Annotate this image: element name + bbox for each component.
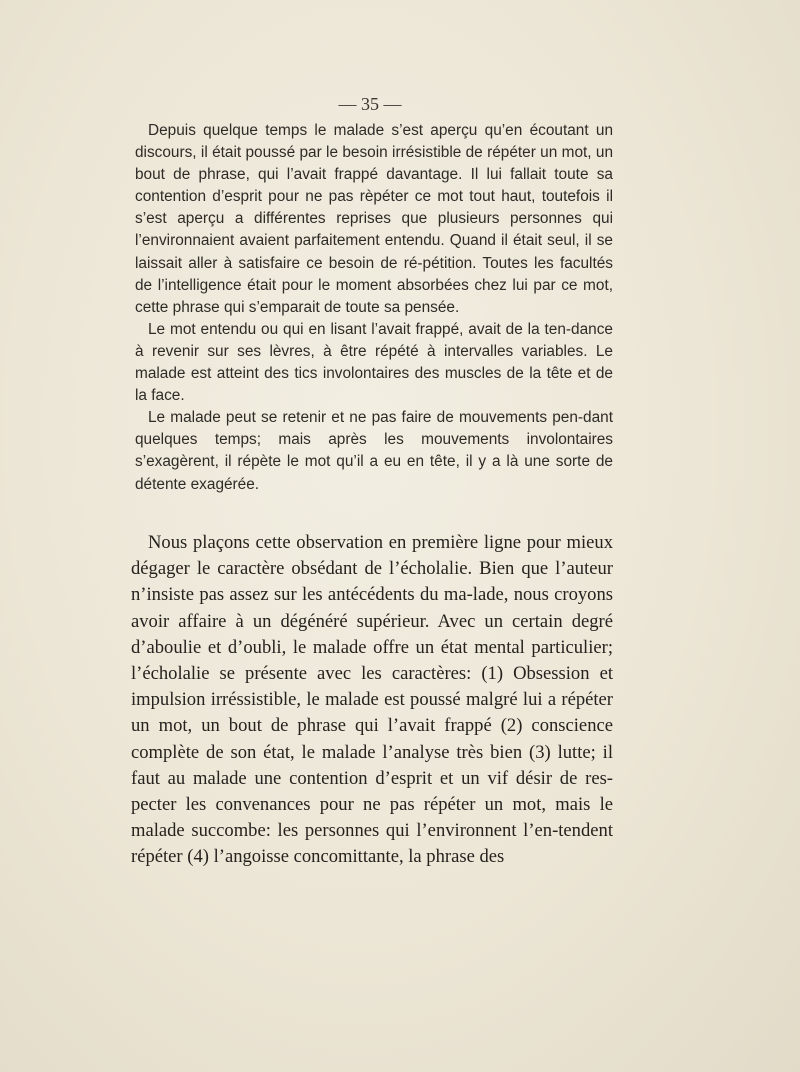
case-observation-text: [135, 120, 613, 496]
page-number: — 35 —: [338, 94, 402, 114]
quote-paragraph-1: Depuis quelque temps le malade s’est aperçu qu’en écoutant un discours, il était poussé par le besoin irrésistible de répéter un mot, un bout de phrase, qui l’avait frappé davantage. Il lui fallait toute sa contention d’esprit pour ne pas rèpéter ce mot tout haut, toutefois il s’est aperçu a différentes reprises que plusieurs personnes qui l’environnaient avaient parfaitement entendu. Quand il était seul, il se laissait aller à satisfaire ce besoin de ré-pétition. Toutes les facultés de l’intelligence était pour le moment absorbées chez lui par ce mot, cette phrase qui s’emparait de toute sa pensée.: [135, 122, 613, 316]
commentary-paragraph: Nous plaçons cette observation en première ligne pour mieux dégager le caractère obsédant de l’écholalie. Bien que l’auteur n’insiste pas assez sur les antécédents du ma-lade, nous croyons avoir affaire à un dégénéré supérieur. Avec un certain degré d’aboulie et d’oubli, le malade offre un état mental particulier; l’écholalie se présente avec les caractères: (1) Obsession et impulsion irréssistible, le malade est poussé malgré lui a répéter un mot, un bout de phrase qui l’avait frappé (2) conscience complète de son état, le malade l’analyse très bien (3) lutte; il faut au malade une contention d’esprit et un vif désir de res-pecter les convenances pour ne pas répéter un mot, mais le malade succombe: les personnes qui l’environnent l’en-tendent répéter (4) l’angoisse concomittante, la phrase des: [131, 532, 613, 868]
quote-paragraph-2: Le mot entendu ou qui en lisant l’avait frappé, avait de la ten-dance à revenir sur ses lèvres, à être répété à intervalles variables. Le malade est atteint des tics involontaires des muscles de la tête et de la face.: [135, 320, 613, 405]
quote-paragraph-3: Le malade peut se retenir et ne pas faire de mouvements pen-dant quelques temps; mais après les mouvements involontaires s’exagèrent, il répète le mot qu’il a eu en tête, il y a là une sorte de détente exagérée.: [135, 409, 613, 493]
commentary-text: [131, 530, 613, 871]
